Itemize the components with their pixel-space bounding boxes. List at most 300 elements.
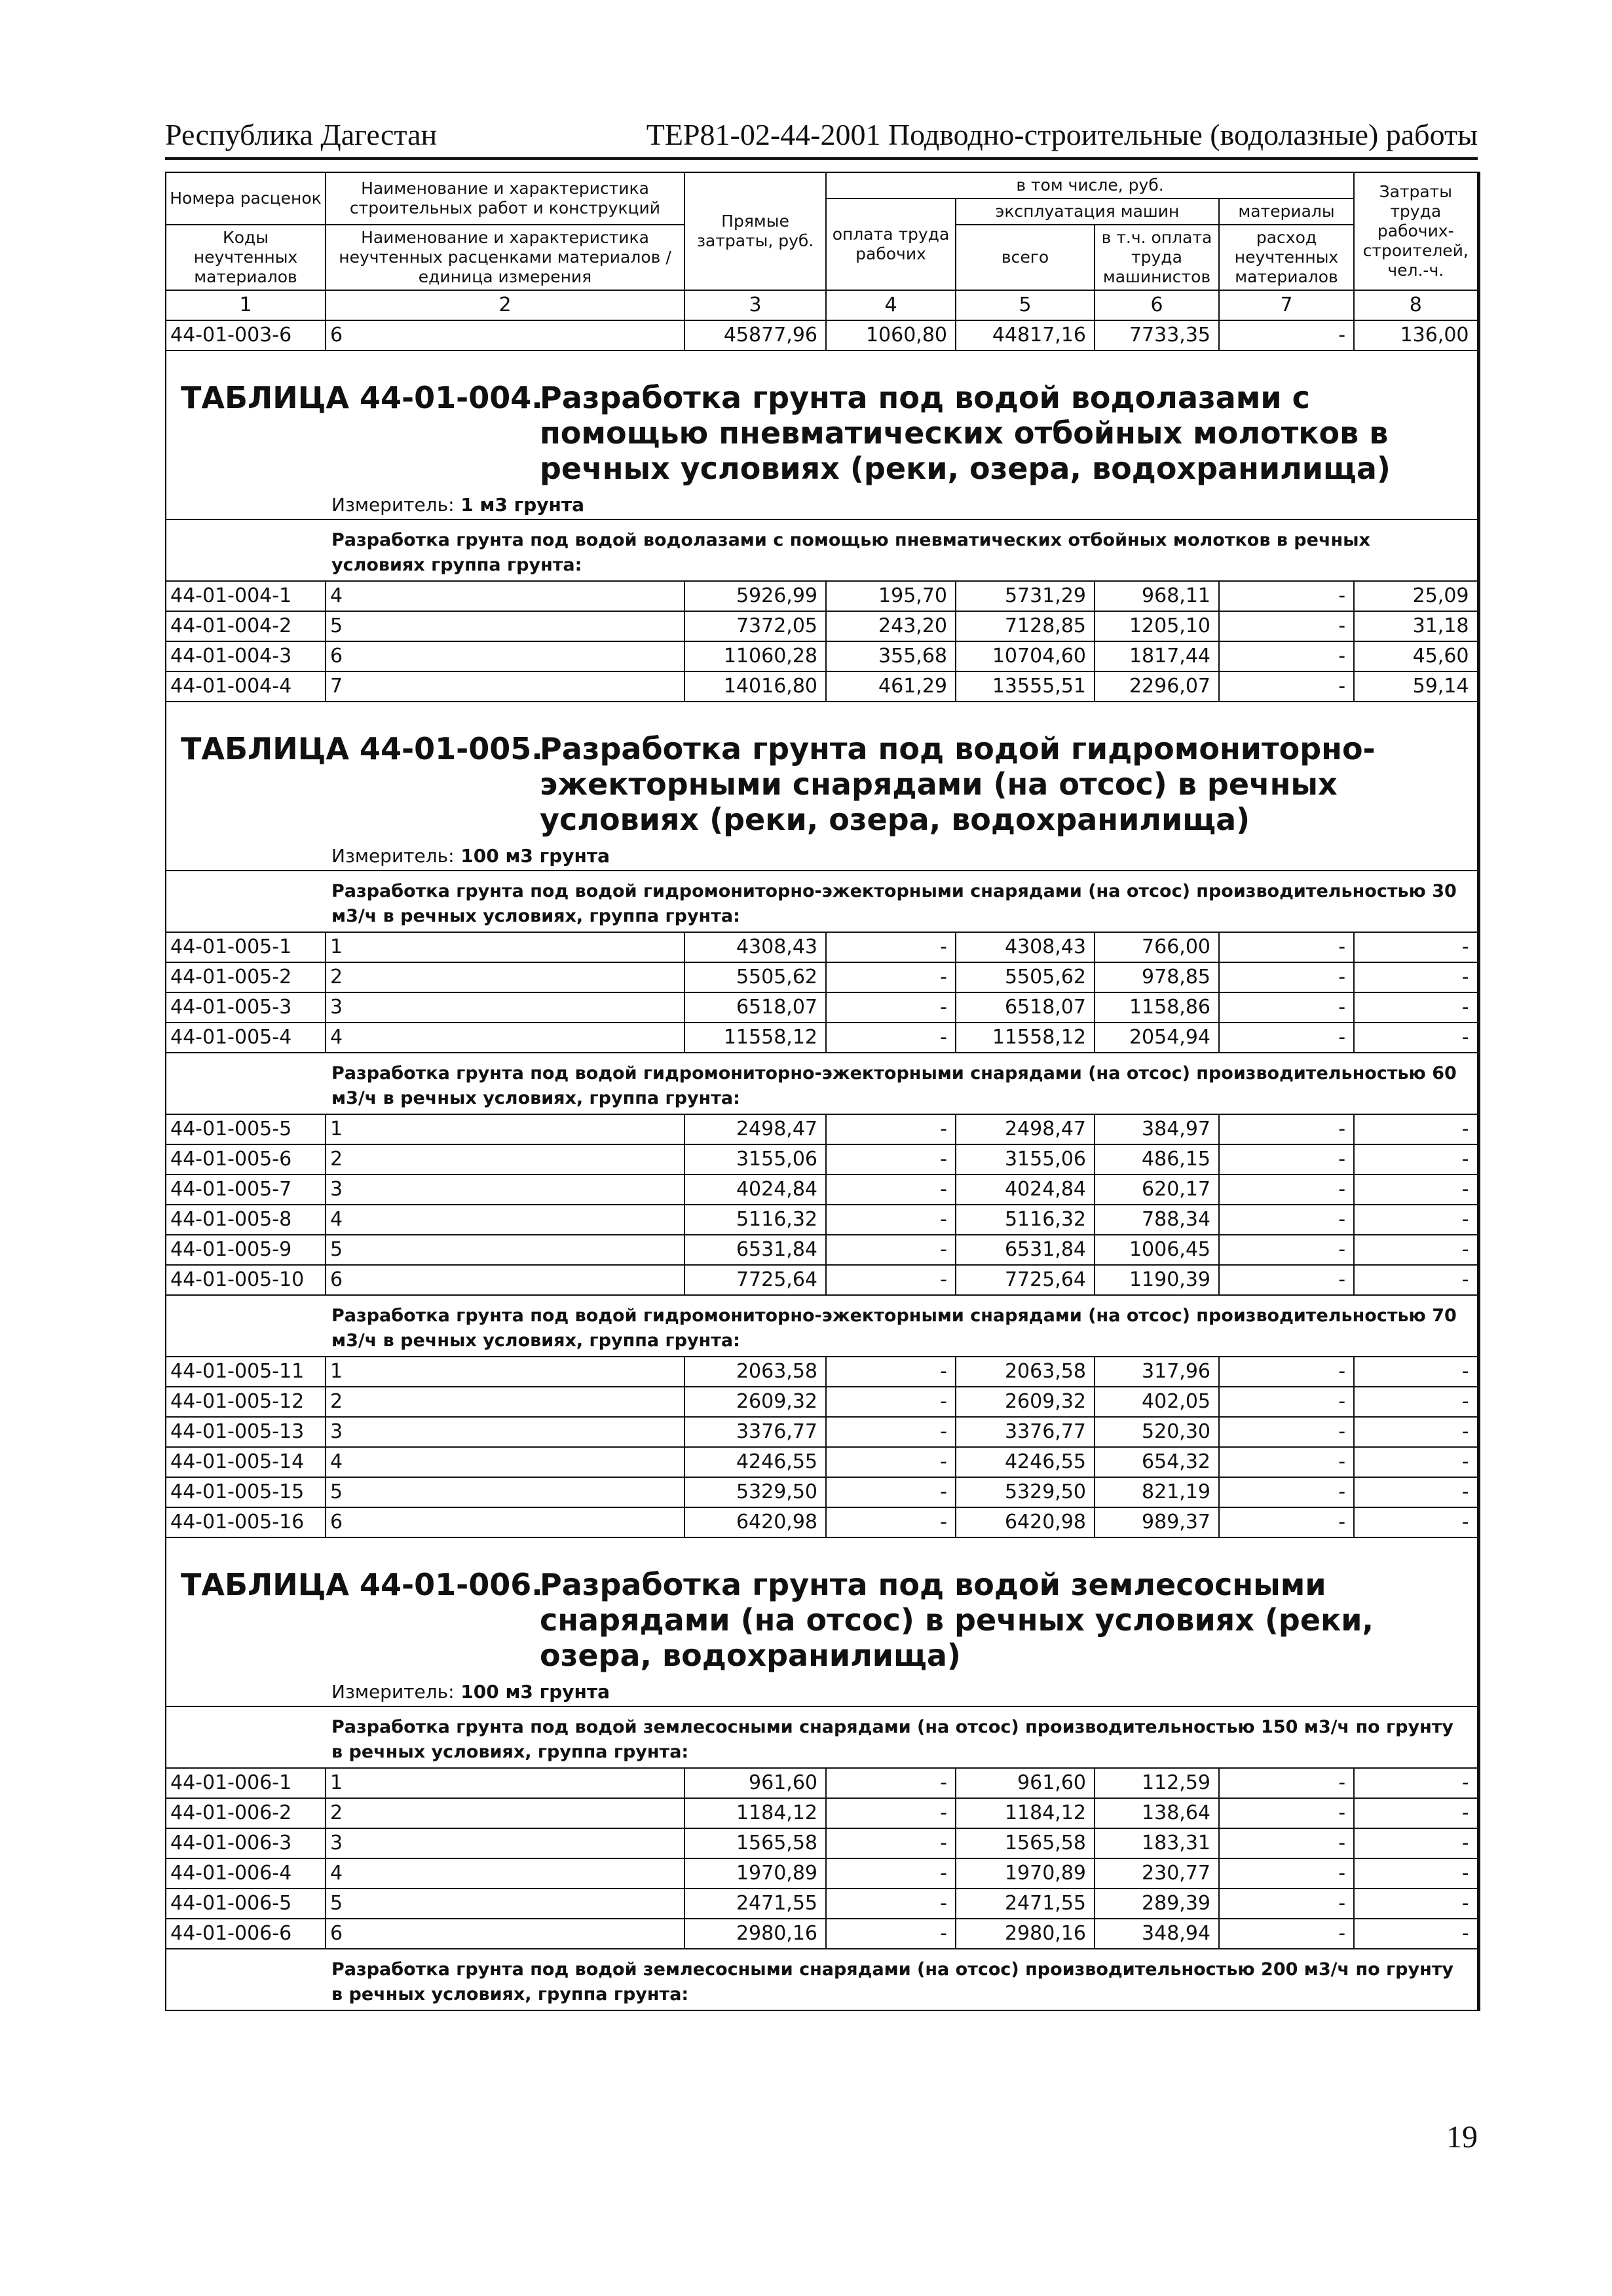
table-row bbox=[166, 1858, 1478, 1889]
table-heading bbox=[166, 702, 1477, 870]
table-row bbox=[166, 962, 1478, 992]
machines-total: 3376,77 bbox=[956, 1417, 1095, 1447]
table-row bbox=[166, 1889, 1478, 1919]
machinists-pay: 1190,39 bbox=[1095, 1265, 1219, 1295]
machinists-pay: 289,39 bbox=[1095, 1889, 1219, 1919]
labor-pay: - bbox=[826, 1798, 956, 1828]
rate-name: 4 bbox=[326, 1858, 684, 1889]
measure-label: Измеритель: bbox=[331, 845, 455, 867]
table-row bbox=[166, 1205, 1478, 1235]
table-row bbox=[166, 1387, 1478, 1417]
rate-code: 44-01-005-8 bbox=[166, 1205, 326, 1235]
rate-name: 2 bbox=[326, 962, 684, 992]
table-label: ТАБЛИЦА 44-01-005. bbox=[181, 731, 543, 766]
rate-name: 1 bbox=[326, 1114, 684, 1144]
labor-pay: - bbox=[826, 1768, 956, 1798]
labor-pay: - bbox=[826, 1205, 956, 1235]
materials-consumption: - bbox=[1219, 1357, 1354, 1387]
direct-costs: 2471,55 bbox=[684, 1889, 826, 1919]
measure-label: Измеритель: bbox=[331, 1681, 455, 1703]
rate-code: 44-01-005-4 bbox=[166, 1023, 326, 1053]
labor-hours: - bbox=[1354, 1175, 1478, 1205]
table-section bbox=[166, 702, 1478, 871]
machinists-pay: 766,00 bbox=[1095, 932, 1219, 962]
rate-code: 44-01-005-15 bbox=[166, 1477, 326, 1507]
col-number: 2 bbox=[326, 290, 684, 320]
table-row bbox=[166, 1023, 1478, 1053]
machinists-pay: 1205,10 bbox=[1095, 611, 1219, 641]
direct-costs: 961,60 bbox=[684, 1768, 826, 1798]
rate-code: 44-01-006-3 bbox=[166, 1828, 326, 1858]
labor-hours: - bbox=[1354, 1447, 1478, 1477]
machinists-pay: 348,94 bbox=[1095, 1919, 1219, 1949]
labor-pay: 195,70 bbox=[826, 581, 956, 611]
labor-pay: - bbox=[826, 1357, 956, 1387]
labor-hours: - bbox=[1354, 1357, 1478, 1387]
labor-hours: - bbox=[1354, 1417, 1478, 1447]
rate-code: 44-01-005-3 bbox=[166, 992, 326, 1023]
table-row bbox=[166, 932, 1478, 962]
labor-pay: - bbox=[826, 992, 956, 1023]
direct-costs: 2609,32 bbox=[684, 1387, 826, 1417]
materials-consumption: - bbox=[1219, 1265, 1354, 1295]
page-number: 19 bbox=[1446, 2120, 1478, 2155]
direct-costs: 4308,43 bbox=[684, 932, 826, 962]
table-row bbox=[166, 671, 1478, 702]
header-right: ТЕР81-02-44-2001 Подводно-строительные (водолазные) работы bbox=[646, 118, 1478, 151]
col-number: 6 bbox=[1095, 290, 1219, 320]
machines-total: 11558,12 bbox=[956, 1023, 1095, 1053]
rate-name: 6 bbox=[326, 1265, 684, 1295]
rate-code: 44-01-006-5 bbox=[166, 1889, 326, 1919]
direct-costs: 3155,06 bbox=[684, 1144, 826, 1175]
materials-consumption: - bbox=[1219, 1858, 1354, 1889]
col5-header: всего bbox=[956, 225, 1095, 290]
machinists-pay: 1158,86 bbox=[1095, 992, 1219, 1023]
rate-code: 44-01-005-16 bbox=[166, 1507, 326, 1537]
labor-hours: - bbox=[1354, 1144, 1478, 1175]
rate-name: 5 bbox=[326, 1889, 684, 1919]
labor-hours: - bbox=[1354, 1798, 1478, 1828]
machinists-pay: 317,96 bbox=[1095, 1357, 1219, 1387]
materials-consumption: - bbox=[1219, 1144, 1354, 1175]
direct-costs: 45877,96 bbox=[684, 320, 826, 350]
col6-header: в т.ч. оплата труда машинистов bbox=[1095, 225, 1219, 290]
direct-costs: 2063,58 bbox=[684, 1357, 826, 1387]
machines-total: 5329,50 bbox=[956, 1477, 1095, 1507]
table-section-header bbox=[166, 1537, 1478, 1706]
table-title: Разработка грунта под водой землесосными снарядами (на отсос) в речных условиях (реки, озера, водохранилища) bbox=[540, 1567, 1374, 1673]
table-heading bbox=[166, 351, 1477, 519]
col4-header: оплата труда рабочих bbox=[826, 198, 956, 290]
rate-name: 3 bbox=[326, 1417, 684, 1447]
table-row bbox=[166, 581, 1478, 611]
group-subtitle-row bbox=[166, 1295, 1478, 1357]
machines-total: 2609,32 bbox=[956, 1387, 1095, 1417]
labor-pay: - bbox=[826, 1387, 956, 1417]
machines-total: 961,60 bbox=[956, 1768, 1095, 1798]
rate-code: 44-01-005-7 bbox=[166, 1175, 326, 1205]
rate-code: 44-01-004-2 bbox=[166, 611, 326, 641]
rate-name: 6 bbox=[326, 320, 684, 350]
table-row bbox=[166, 1447, 1478, 1477]
table-row bbox=[166, 1919, 1478, 1949]
rate-name: 7 bbox=[326, 671, 684, 702]
direct-costs: 6518,07 bbox=[684, 992, 826, 1023]
labor-pay: - bbox=[826, 1023, 956, 1053]
rate-name: 4 bbox=[326, 1023, 684, 1053]
machinists-pay: 1817,44 bbox=[1095, 641, 1219, 671]
rate-name: 2 bbox=[326, 1387, 684, 1417]
direct-costs: 4246,55 bbox=[684, 1447, 826, 1477]
materials-consumption: - bbox=[1219, 1828, 1354, 1858]
table-row bbox=[166, 1477, 1478, 1507]
machines-total: 6420,98 bbox=[956, 1507, 1095, 1537]
materials-consumption: - bbox=[1219, 641, 1354, 671]
materials-consumption: - bbox=[1219, 671, 1354, 702]
machinists-pay: 486,15 bbox=[1095, 1144, 1219, 1175]
direct-costs: 1970,89 bbox=[684, 1858, 826, 1889]
group-subtitle-row bbox=[166, 1706, 1478, 1768]
machinists-pay: 2296,07 bbox=[1095, 671, 1219, 702]
direct-costs: 3376,77 bbox=[684, 1417, 826, 1447]
labor-pay: - bbox=[826, 932, 956, 962]
rate-name: 1 bbox=[326, 932, 684, 962]
labor-hours: 136,00 bbox=[1354, 320, 1478, 350]
labor-hours: - bbox=[1354, 1235, 1478, 1265]
rate-code: 44-01-006-1 bbox=[166, 1768, 326, 1798]
rate-code: 44-01-005-1 bbox=[166, 932, 326, 962]
direct-costs: 6531,84 bbox=[684, 1235, 826, 1265]
materials-consumption: - bbox=[1219, 1798, 1354, 1828]
table-section-header bbox=[166, 702, 1478, 871]
machines-total: 1184,12 bbox=[956, 1798, 1095, 1828]
machinists-pay: 520,30 bbox=[1095, 1417, 1219, 1447]
materials-consumption: - bbox=[1219, 992, 1354, 1023]
direct-costs: 1184,12 bbox=[684, 1798, 826, 1828]
labor-hours: - bbox=[1354, 1768, 1478, 1798]
machinists-pay: 112,59 bbox=[1095, 1768, 1219, 1798]
table-row bbox=[166, 611, 1478, 641]
col-number: 3 bbox=[684, 290, 826, 320]
labor-pay: - bbox=[826, 1175, 956, 1205]
direct-costs: 11060,28 bbox=[684, 641, 826, 671]
direct-costs: 5926,99 bbox=[684, 581, 826, 611]
table-row bbox=[166, 992, 1478, 1023]
labor-hours: - bbox=[1354, 1858, 1478, 1889]
group-subtitle: Разработка грунта под водой землесосными снарядами (на отсос) производительностью 200 м3/ч по грунту в речных условиях, группа грунта: bbox=[166, 1949, 1478, 2010]
labor-hours: - bbox=[1354, 1114, 1478, 1144]
col3-header: Прямые затраты, руб. bbox=[684, 172, 826, 290]
labor-pay: - bbox=[826, 1447, 956, 1477]
rate-name: 4 bbox=[326, 1205, 684, 1235]
table-row bbox=[166, 1265, 1478, 1295]
table-row bbox=[166, 320, 1478, 350]
rate-name: 6 bbox=[326, 1919, 684, 1949]
machines-total: 5731,29 bbox=[956, 581, 1095, 611]
machinists-pay: 230,77 bbox=[1095, 1858, 1219, 1889]
rates-table bbox=[165, 172, 1480, 2011]
labor-hours: - bbox=[1354, 1023, 1478, 1053]
labor-pay: - bbox=[826, 1417, 956, 1447]
col-number: 5 bbox=[956, 290, 1095, 320]
col7-header: расход неучтенных материалов bbox=[1219, 225, 1354, 290]
table-row bbox=[166, 1768, 1478, 1798]
labor-hours: - bbox=[1354, 1507, 1478, 1537]
table-measure bbox=[166, 1673, 1477, 1706]
rate-name: 1 bbox=[326, 1768, 684, 1798]
labor-pay: - bbox=[826, 1235, 956, 1265]
measure-value: 100 м3 грунта bbox=[460, 845, 610, 867]
labor-hours: 25,09 bbox=[1354, 581, 1478, 611]
table-row bbox=[166, 1144, 1478, 1175]
col-number: 7 bbox=[1219, 290, 1354, 320]
table-row bbox=[166, 1507, 1478, 1537]
machines-total: 5116,32 bbox=[956, 1205, 1095, 1235]
materials-consumption: - bbox=[1219, 1235, 1354, 1265]
group-subtitle: Разработка грунта под водой гидромониторно-эжекторными снарядами (на отсос) производительностью 60 м3/ч в речных условиях, группа грунта: bbox=[166, 1053, 1478, 1114]
machinists-pay: 978,85 bbox=[1095, 962, 1219, 992]
direct-costs: 2498,47 bbox=[684, 1114, 826, 1144]
rate-name: 3 bbox=[326, 992, 684, 1023]
machinists-pay: 183,31 bbox=[1095, 1828, 1219, 1858]
labor-pay: - bbox=[826, 1114, 956, 1144]
machines-total: 7128,85 bbox=[956, 611, 1095, 641]
materials-consumption: - bbox=[1219, 1114, 1354, 1144]
labor-pay: - bbox=[826, 1144, 956, 1175]
rate-name: 6 bbox=[326, 641, 684, 671]
labor-pay: - bbox=[826, 1507, 956, 1537]
machinists-pay: 989,37 bbox=[1095, 1507, 1219, 1537]
rate-code: 44-01-005-6 bbox=[166, 1144, 326, 1175]
table-row bbox=[166, 1417, 1478, 1447]
machinists-pay: 138,64 bbox=[1095, 1798, 1219, 1828]
machines-total: 4308,43 bbox=[956, 932, 1095, 962]
incl-header: в том числе, руб. bbox=[826, 172, 1354, 198]
rate-code: 44-01-006-6 bbox=[166, 1919, 326, 1949]
table-title-block bbox=[166, 731, 1477, 837]
rate-code: 44-01-004-3 bbox=[166, 641, 326, 671]
labor-hours: - bbox=[1354, 932, 1478, 962]
labor-hours: - bbox=[1354, 1205, 1478, 1235]
col2-top-header: Наименование и характеристика строительных работ и конструкций bbox=[326, 172, 684, 225]
materials-consumption: - bbox=[1219, 1205, 1354, 1235]
table-row bbox=[166, 1114, 1478, 1144]
materials-consumption: - bbox=[1219, 581, 1354, 611]
machines-total: 6531,84 bbox=[956, 1235, 1095, 1265]
group-subtitle: Разработка грунта под водой гидромониторно-эжекторными снарядами (на отсос) производительностью 70 м3/ч в речных условиях, группа грунта: bbox=[166, 1295, 1478, 1357]
table-label: ТАБЛИЦА 44-01-004. bbox=[181, 380, 543, 415]
header-row-1 bbox=[166, 172, 1478, 198]
rate-name: 5 bbox=[326, 611, 684, 641]
machines-total: 1565,58 bbox=[956, 1828, 1095, 1858]
machinists-pay: 2054,94 bbox=[1095, 1023, 1219, 1053]
measure-label: Измеритель: bbox=[331, 494, 455, 516]
rate-code: 44-01-003-6 bbox=[166, 320, 326, 350]
materials-consumption: - bbox=[1219, 320, 1354, 350]
col-number: 8 bbox=[1354, 290, 1478, 320]
materials-consumption: - bbox=[1219, 1889, 1354, 1919]
labor-hours: - bbox=[1354, 1387, 1478, 1417]
rate-name: 1 bbox=[326, 1357, 684, 1387]
header-left: Республика Дагестан bbox=[165, 118, 438, 151]
rate-code: 44-01-005-9 bbox=[166, 1235, 326, 1265]
rate-code: 44-01-006-4 bbox=[166, 1858, 326, 1889]
group-subtitle-row bbox=[166, 871, 1478, 932]
labor-hours: - bbox=[1354, 992, 1478, 1023]
materials-consumption: - bbox=[1219, 611, 1354, 641]
machinists-pay: 821,19 bbox=[1095, 1477, 1219, 1507]
labor-hours: - bbox=[1354, 1477, 1478, 1507]
machines-total: 2471,55 bbox=[956, 1889, 1095, 1919]
rate-code: 44-01-005-14 bbox=[166, 1447, 326, 1477]
table-section bbox=[166, 350, 1478, 519]
materials-consumption: - bbox=[1219, 1768, 1354, 1798]
labor-pay: - bbox=[826, 962, 956, 992]
machinists-pay: 384,97 bbox=[1095, 1114, 1219, 1144]
materials-consumption: - bbox=[1219, 1447, 1354, 1477]
direct-costs: 5505,62 bbox=[684, 962, 826, 992]
table-title: Разработка грунта под водой гидромониторно-эжекторными снарядами (на отсос) в речных условиях (реки, озера, водохранилища) bbox=[540, 731, 1376, 837]
labor-hours: 45,60 bbox=[1354, 641, 1478, 671]
rate-name: 2 bbox=[326, 1798, 684, 1828]
direct-costs: 7725,64 bbox=[684, 1265, 826, 1295]
machines-total: 6518,07 bbox=[956, 992, 1095, 1023]
column-number-row bbox=[166, 290, 1478, 320]
rate-name: 2 bbox=[326, 1144, 684, 1175]
machines-total: 4246,55 bbox=[956, 1447, 1095, 1477]
materials-consumption: - bbox=[1219, 962, 1354, 992]
col1-top-header: Номера расценок bbox=[166, 172, 326, 225]
table-row bbox=[166, 1175, 1478, 1205]
machines-total: 2980,16 bbox=[956, 1919, 1095, 1949]
machines-header: эксплуатация машин bbox=[956, 198, 1219, 225]
table-section-header bbox=[166, 350, 1478, 519]
table-section bbox=[166, 1537, 1478, 1706]
rate-code: 44-01-006-2 bbox=[166, 1798, 326, 1828]
rate-code: 44-01-005-2 bbox=[166, 962, 326, 992]
rate-name: 6 bbox=[326, 1507, 684, 1537]
machinists-pay: 620,17 bbox=[1095, 1175, 1219, 1205]
machinists-pay: 654,32 bbox=[1095, 1447, 1219, 1477]
materials-header: материалы bbox=[1219, 198, 1354, 225]
machinists-pay: 1006,45 bbox=[1095, 1235, 1219, 1265]
rate-code: 44-01-005-11 bbox=[166, 1357, 326, 1387]
labor-hours: - bbox=[1354, 1828, 1478, 1858]
labor-hours: 59,14 bbox=[1354, 671, 1478, 702]
labor-pay: - bbox=[826, 1858, 956, 1889]
labor-pay: - bbox=[826, 1477, 956, 1507]
machines-total: 5505,62 bbox=[956, 962, 1095, 992]
page-header bbox=[165, 111, 1478, 160]
direct-costs: 11558,12 bbox=[684, 1023, 826, 1053]
rate-name: 4 bbox=[326, 1447, 684, 1477]
col-number: 4 bbox=[826, 290, 956, 320]
machinists-pay: 402,05 bbox=[1095, 1387, 1219, 1417]
direct-costs: 5116,32 bbox=[684, 1205, 826, 1235]
table-title: Разработка грунта под водой водолазами с помощью пневматических отбойных молотков в речных условиях (реки, озера, водохранилища) bbox=[540, 380, 1391, 486]
labor-hours: 31,18 bbox=[1354, 611, 1478, 641]
rate-code: 44-01-005-12 bbox=[166, 1387, 326, 1417]
rate-name: 3 bbox=[326, 1175, 684, 1205]
machinists-pay: 788,34 bbox=[1095, 1205, 1219, 1235]
materials-consumption: - bbox=[1219, 1175, 1354, 1205]
table-row bbox=[166, 1828, 1478, 1858]
rate-name: 5 bbox=[326, 1235, 684, 1265]
materials-consumption: - bbox=[1219, 932, 1354, 962]
table-label: ТАБЛИЦА 44-01-006. bbox=[181, 1567, 543, 1602]
materials-consumption: - bbox=[1219, 1919, 1354, 1949]
rate-name: 4 bbox=[326, 581, 684, 611]
table-row bbox=[166, 1357, 1478, 1387]
machines-total: 4024,84 bbox=[956, 1175, 1095, 1205]
rate-name: 5 bbox=[326, 1477, 684, 1507]
materials-consumption: - bbox=[1219, 1507, 1354, 1537]
table-heading bbox=[166, 1538, 1477, 1706]
direct-costs: 2980,16 bbox=[684, 1919, 826, 1949]
machines-total: 2498,47 bbox=[956, 1114, 1095, 1144]
machines-total: 13555,51 bbox=[956, 671, 1095, 702]
rate-code: 44-01-005-10 bbox=[166, 1265, 326, 1295]
col8-header: Затраты труда рабочих-строителей, чел.-ч. bbox=[1354, 172, 1478, 290]
table-title-block bbox=[166, 1567, 1477, 1673]
table-measure bbox=[166, 486, 1477, 519]
col1-bottom-header: Коды неучтенных материалов bbox=[166, 225, 326, 290]
direct-costs: 5329,50 bbox=[684, 1477, 826, 1507]
rate-code: 44-01-004-4 bbox=[166, 671, 326, 702]
materials-consumption: - bbox=[1219, 1417, 1354, 1447]
rate-code: 44-01-005-5 bbox=[166, 1114, 326, 1144]
labor-pay: - bbox=[826, 1828, 956, 1858]
labor-pay: - bbox=[826, 1889, 956, 1919]
rate-code: 44-01-004-1 bbox=[166, 581, 326, 611]
measure-value: 1 м3 грунта bbox=[460, 494, 585, 516]
direct-costs: 6420,98 bbox=[684, 1507, 826, 1537]
labor-pay: - bbox=[826, 1265, 956, 1295]
table-row bbox=[166, 1235, 1478, 1265]
group-subtitle-row bbox=[166, 1053, 1478, 1114]
labor-pay: 461,29 bbox=[826, 671, 956, 702]
materials-consumption: - bbox=[1219, 1023, 1354, 1053]
group-subtitle-row bbox=[166, 1949, 1478, 2010]
machines-total: 2063,58 bbox=[956, 1357, 1095, 1387]
labor-pay: 355,68 bbox=[826, 641, 956, 671]
group-subtitle: Разработка грунта под водой водолазами с помощью пневматических отбойных молотков в речных условиях группа грунта: bbox=[166, 519, 1478, 581]
machines-total: 1970,89 bbox=[956, 1858, 1095, 1889]
rate-name: 3 bbox=[326, 1828, 684, 1858]
machines-total: 3155,06 bbox=[956, 1144, 1095, 1175]
col-number: 1 bbox=[166, 290, 326, 320]
group-subtitle: Разработка грунта под водой землесосными снарядами (на отсос) производительностью 150 м3/ч по грунту в речных условиях, группа грунта: bbox=[166, 1706, 1478, 1768]
direct-costs: 7372,05 bbox=[684, 611, 826, 641]
group-subtitle: Разработка грунта под водой гидромониторно-эжекторными снарядами (на отсос) производительностью 30 м3/ч в речных условиях, группа грунта: bbox=[166, 871, 1478, 932]
table-row bbox=[166, 641, 1478, 671]
labor-hours: - bbox=[1354, 1919, 1478, 1949]
machines-total: 10704,60 bbox=[956, 641, 1095, 671]
labor-pay: 243,20 bbox=[826, 611, 956, 641]
machines-total: 44817,16 bbox=[956, 320, 1095, 350]
col2-bottom-header: Наименование и характеристика неучтенных расценками материалов / единица измерения bbox=[326, 225, 684, 290]
direct-costs: 4024,84 bbox=[684, 1175, 826, 1205]
labor-hours: - bbox=[1354, 1265, 1478, 1295]
labor-pay: 1060,80 bbox=[826, 320, 956, 350]
rate-code: 44-01-005-13 bbox=[166, 1417, 326, 1447]
materials-consumption: - bbox=[1219, 1387, 1354, 1417]
table-title-block bbox=[166, 380, 1477, 486]
labor-hours: - bbox=[1354, 1889, 1478, 1919]
table-measure bbox=[166, 837, 1477, 870]
direct-costs: 1565,58 bbox=[684, 1828, 826, 1858]
